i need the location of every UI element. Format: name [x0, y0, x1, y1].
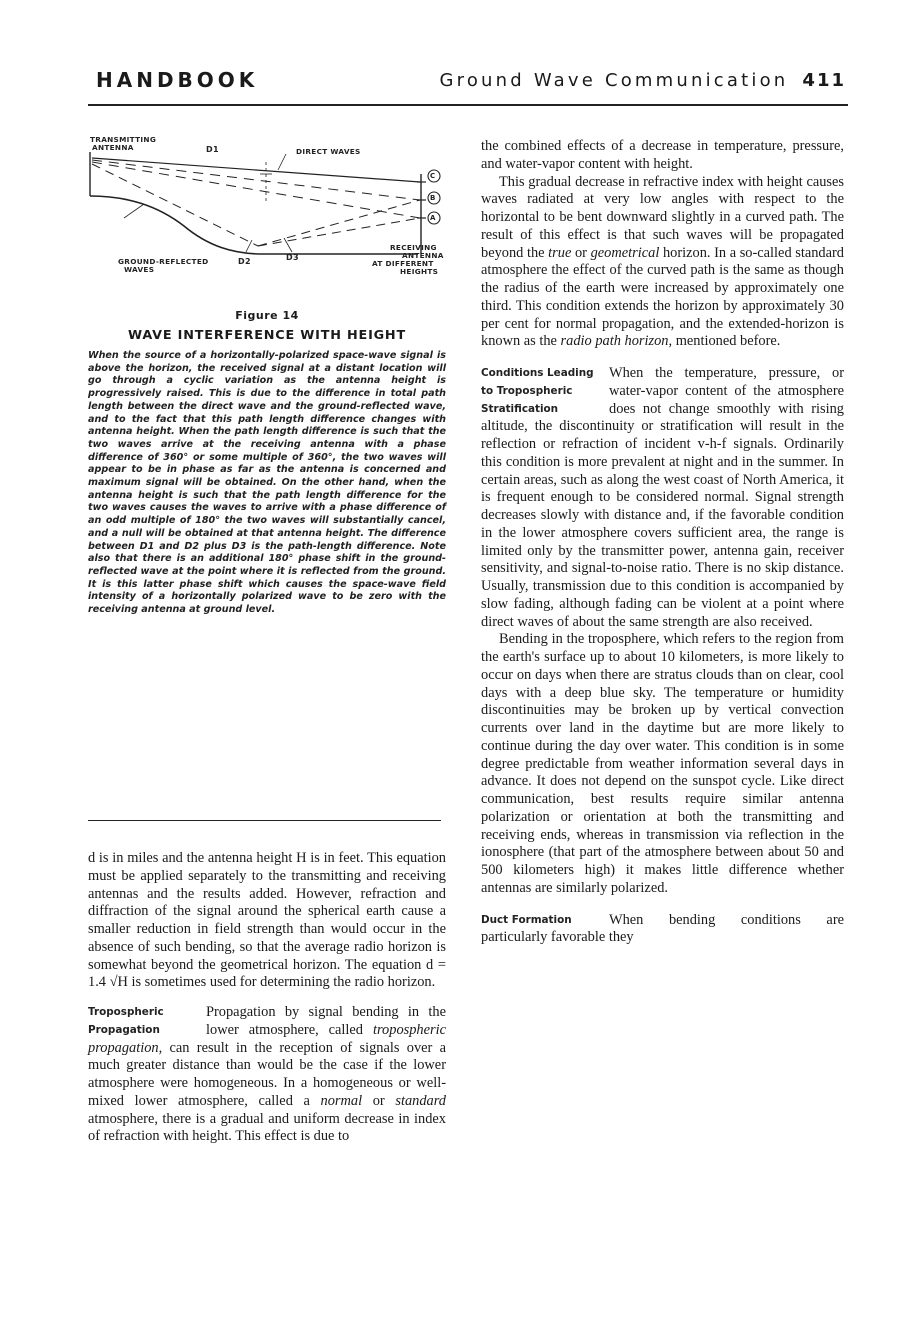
emphasis: geometrical: [590, 244, 660, 261]
right-column: [481, 138, 844, 947]
emphasis: tropospheric propagation,: [88, 1021, 446, 1056]
text-run: This gradual decrease in refractive index with height causes waves radiated at very low angles with respect to the horizontal to be bent downward slightly in a curved path. The result of this effect is that such waves will be propagated beyond the: [481, 173, 844, 261]
label-a: A: [430, 214, 436, 222]
emphasis: standard: [395, 1092, 446, 1109]
figure-number: Figure 14: [235, 309, 299, 322]
header-rule: [88, 104, 848, 106]
section-heading: Conditions Leading to Tropospheric Stratification: [481, 367, 594, 415]
paragraph-horizon: d is in miles and the antenna height H is in feet. This equation must be applied separately to the transmitting and receiving antennas and the results added. However, refraction and diffraction of the signal around the spherical earth cause a smaller reduction in field strength than would occur in the absence of such bending, so that the average radio horizon is somewhat beyond the geometrical horizon. The equation d = 1.4 √H is sometimes used for determining the radio horizon.: [88, 850, 446, 991]
figure-title: WAVE INTERFERENCE WITH HEIGHT: [128, 328, 406, 343]
figure-caption: When the source of a horizontally-polarized space-wave signal is above the horizon, the received signal at a distant location will go through a cyclic variation as the antenna height is progressively raised. This is due to the difference in total path length between the direct wave and the ground-reflected wave, and to the fact that this path length difference changes with antenna height. When the path length difference is such that the two waves arrive at the receiving antenna with a phase difference of 360° or some multiple of 360°, the two waves will appear to be in phase as far as the antenna is concerned and maximum signal will be obtained. On the other hand, when the antenna height is such that the path length difference for the two waves causes the waves to arrive with a phase difference of an odd multiple of 180° the two waves will substantially cancel, and a null will be obtained at that antenna height. The difference between D1 and D2 plus D3 is the path-length difference. Note also that there is an additional 180° phase shift in the ground-reflected wave at the point where it is reflected from the ground. It is this latter phase shift which causes the space-wave field intensity of a horizontally polarized wave to be zero with the receiving antenna at ground level.: [88, 350, 446, 616]
label-at-different: AT DIFFERENT: [372, 259, 434, 268]
paragraph-refractive-index: [481, 174, 844, 352]
book-title: HANDBOOK: [96, 68, 259, 92]
label-d2: D2: [238, 257, 251, 266]
emphasis: true: [548, 244, 572, 261]
label-rx-antenna: ANTENNA: [402, 251, 444, 260]
text-run: or: [362, 1092, 396, 1109]
paragraph-combined-effects: the combined effects of a decrease in temperature, pressure, and water-vapor content with height.: [481, 138, 844, 172]
label-b: B: [430, 194, 436, 202]
label-direct-waves: DIRECT WAVES: [296, 147, 361, 156]
section-heading: Duct Formation: [481, 913, 572, 926]
label-d3: D3: [286, 253, 299, 262]
text-run: or: [571, 244, 591, 261]
section-tropospheric-propagation: [88, 1004, 446, 1146]
label-ground-reflected: GROUND-REFLECTED: [118, 257, 209, 266]
text-run: Propagation by signal bending in the lower atmosphere, called: [206, 1004, 446, 1038]
label-transmitting: TRANSMITTING: [90, 135, 157, 144]
label-d1: D1: [206, 145, 219, 154]
text-run: atmosphere, there is a gradual and uniform decrease in index of refraction with height. This effect is due to: [88, 1110, 446, 1145]
paragraph-bending: Bending in the troposphere, which refers to the region from the earth's surface up to about 10 kilometers, is more likely to occur on days when there are stratus clouds than on clear, cool days with a deep blue sky. The temperature or humidity discontinuities may be broken up by vertical convection currents over land in the daytime but are more likely to continue during the day over water. This condition is in some degree predictable from weather information several days in advance. It does not depend on the sunspot cycle. Like direct communication, best results require similar antenna polarization or orientation at both the transmitting and receiving ends, whereas in transmission via reflection in the ionosphere (that part of the atmosphere between about 50 and 500 kilometers high) it makes little difference whether antennas are similarly polarized.: [481, 631, 844, 896]
section-duct-formation: [481, 912, 844, 948]
label-c: C: [430, 172, 436, 180]
running-header: [439, 70, 846, 91]
page-number: 411: [802, 70, 846, 91]
emphasis: normal: [320, 1092, 363, 1109]
label-heights: HEIGHTS: [400, 267, 439, 276]
text-run: mentioned before.: [672, 333, 781, 350]
emphasis: radio path horizon,: [560, 333, 673, 350]
section-tropospheric-stratification: [481, 365, 844, 631]
figure-wave-interference: [88, 134, 446, 294]
chapter-title: Ground Wave Communication: [439, 70, 789, 91]
figure-rule: [88, 820, 441, 821]
text-run: horizon. In a so-called standard atmosphere the effect of the curved path is the same as though the radius of the earth were increased by approximately one third. This condition extends the horizon by approximately 30 per cent for normal propagation, and the extended-horizon is known as the: [481, 244, 845, 350]
section-heading: Tropospheric Propagation: [88, 1006, 164, 1036]
text-run: can result in the reception of signals over a much greater distance than would be the case if the lower atmosphere were homogeneous. In a homogeneous or well-mixed lower atmosphere, called a: [88, 1039, 446, 1109]
section-body: When bending conditions are particularly favorable they: [481, 911, 844, 946]
label-receiving: RECEIVING: [390, 243, 437, 252]
section-body: When the temperature, pressure, or water-vapor content of the atmosphere does not change smoothly with rising altitude, the discontinuity or stratification will result in the reflection or refraction of incident v-h-f signals. Ordinarily this condition is more prevalent at night and in the summer. In certain areas, such as along the west coast of North America, it is frequent enough to be considered normal. Signal strength decreases slowly with distance and, if the favorable condition in the lower atmosphere covers sufficient area, the range is limited only by the transmitter power, antenna gain, receiver sensitivity, and signal-to-noise ratio. There is no skip distance. Usually, transmission due to this condition is accompanied by slow fading, although fading can be violent at a point where direct waves of about the same strength are also received.: [481, 365, 844, 630]
label-antenna: ANTENNA: [92, 143, 134, 152]
left-column: [88, 850, 446, 1146]
label-waves: WAVES: [124, 265, 155, 274]
